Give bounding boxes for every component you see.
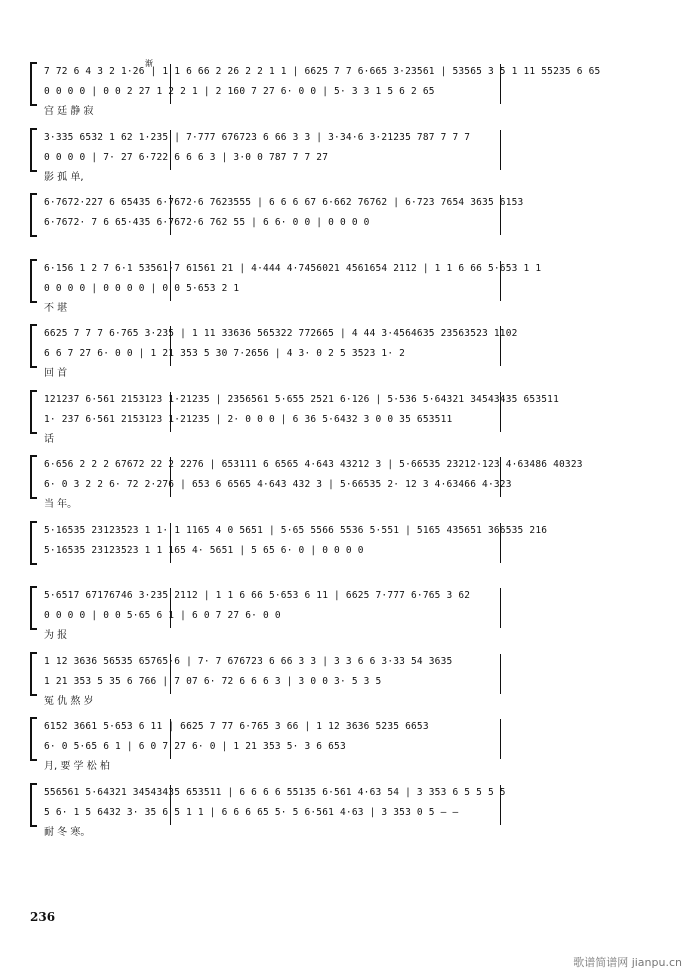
lyrics-line	[44, 561, 670, 575]
vocal-line: 5 6· 1 5 6432 3· 35 6 5 1 1 | 6 6 6 65 5· 5 6·561 4·63 | 3 353 0 5 — —	[44, 806, 459, 818]
melody-line: 5·6517 67176746 3·235 2112 | 1 1 6 66 5·653 6 11 | 6625 7·777 6·765 3 62	[44, 590, 471, 601]
score-system	[30, 259, 670, 313]
vocal-line: 1· 237 6·561 2153123 1·21235 | 2· 0 0 0 | 6 36 5·6432 3 0 0 35 653511	[44, 413, 453, 425]
vocal-line: 0 0 0 0 | 0 0 2 27 1 2 2 1 | 2 160 7 27 6· 0 0 | 5· 3 3 1 5 6 2 65	[44, 86, 435, 97]
score-system	[30, 783, 670, 837]
lyrics-line: 宫 廷 静 寂	[44, 106, 94, 116]
melody-line: 556561 5·64321 34543435 653511 | 6 6 6 6 55135 6·561 4·63 54 | 3 353 6 5 5 5 5	[44, 786, 506, 798]
system-bracket	[30, 652, 37, 696]
lyrics-line: 话	[44, 433, 54, 444]
score-system	[30, 717, 670, 771]
lyrics-line	[44, 233, 670, 247]
lyrics-line: 耐 冬 寒。	[44, 826, 91, 837]
melody-line: 5·16535 23123523 1 1· 1 1165 4 0 5651 | 5·65 5566 5536 5·551 | 5165 435651 366535 216	[44, 524, 548, 536]
melody-line: 121237 6·561 2153123 1·21235 | 2356561 5·655 2521 6·126 | 5·536 5·64321 34543435 653511	[44, 393, 559, 405]
vocal-line: 6 6 7 27 6· 0 0 | 1 21 353 5 30 7·2656 | 4 3· 0 2 5 3523 1· 2	[44, 348, 406, 359]
system-bracket	[30, 455, 37, 499]
page-number: 236	[30, 910, 56, 924]
score-system	[30, 652, 670, 706]
melody-line: 6625 7 7 7 6·765 3·235 | 1 11 33636 565322 772665 | 4 44 3·4564635 23563523 1102	[44, 328, 518, 339]
system-bracket	[30, 783, 37, 827]
melody-line: 7 72 6 4 3 2 1·26 | 1 1 6 66 2 26 2 2 1 1 | 6625 7 7 6·665 3·23561 | 53565 3 5 1 11 55235 6 65	[44, 66, 601, 77]
lyrics-line: 回 首	[44, 368, 68, 378]
lyrics-line: 冤 仇 熬 岁	[44, 695, 94, 706]
system-bracket	[30, 586, 37, 630]
vocal-line: 6· 0 5·65 6 1 | 6 0 7 27 6· 0 | 1 21 353 5· 3 6 653	[44, 741, 346, 752]
system-bracket	[30, 128, 37, 172]
melody-line: 6·656 2 2 2 67672 22 2 2276 | 653111 6 6565 4·643 43212 3 | 5·66535 23212·123 4·63486 40323	[44, 459, 583, 470]
score-system	[30, 586, 670, 640]
score-system	[30, 128, 670, 182]
score-system	[30, 455, 670, 509]
melody-line: 6152 3661 5·653 6 11 | 6625 7 77 6·765 3 66 | 1 12 3636 5235 6653	[44, 721, 429, 732]
lyrics-line: 为 报	[44, 630, 68, 640]
tempo-mark: 渐	[145, 59, 153, 68]
lyrics-line: 不 堪	[44, 302, 68, 313]
melody-line: 6·7672·227 6 65435 6·7672·6 7623555 | 6 6 6 67 6·662 76762 | 6·723 7654 3635 6153	[44, 197, 524, 208]
watermark: 歌谱简谱网 jianpu.cn	[573, 956, 682, 969]
system-bracket	[30, 324, 37, 368]
score-system	[30, 390, 670, 444]
vocal-line: 0 0 0 0 | 0 0 0 0 | 0 0 5·653 2 1	[44, 282, 240, 294]
system-bracket	[30, 717, 37, 761]
vocal-line: 5·16535 23123523 1 1 165 4· 5651 | 5 65 6· 0 | 0 0 0 0	[44, 544, 364, 556]
system-bracket	[30, 193, 37, 237]
vocal-line: 0 0 0 0 | 7· 27 6·722 6 6 6 3 | 3·0 0 787 7 7 27	[44, 151, 329, 163]
vocal-line: 0 0 0 0 | 0 0 5·65 6 1 | 6 0 7 27 6· 0 0	[44, 610, 281, 621]
system-bracket	[30, 62, 37, 106]
score-system	[30, 62, 670, 116]
system-bracket	[30, 259, 37, 303]
melody-line: 1 12 3636 56535 65765·6 | 7· 7 676723 6 66 3 3 | 3 3 6 6 3·33 54 3635	[44, 655, 453, 667]
system-bracket	[30, 521, 37, 565]
lyrics-line: 影 孤 单,	[44, 171, 84, 182]
melody-line: 3·335 6532 1 62 1·235 | 7·777 676723 6 66 3 3 | 3·34·6 3·21235 787 7 7 7	[44, 131, 471, 143]
score-system	[30, 324, 670, 378]
vocal-line: 6·7672· 7 6 65·435 6·7672·6 762 55 | 6 6· 0 0 | 0 0 0 0	[44, 217, 370, 228]
lyrics-line: 当 年。	[44, 499, 78, 509]
lyrics-line: 月, 要 学 松 柏	[44, 761, 110, 771]
score-system	[30, 193, 670, 239]
melody-line: 6·156 1 2 7 6·1 53561·7 61561 21 | 4·444 4·7456021 4561654 2112 | 1 1 6 66 5·653 1 1	[44, 262, 542, 274]
vocal-line: 6· 0 3 2 2 6· 72 2·276 | 653 6 6565 4·643 432 3 | 5·66535 2· 12 3 4·63466 4·323	[44, 479, 512, 490]
vocal-line: 1 21 353 5 35 6 766 | 7 07 6· 72 6 6 6 3 | 3 0 0 3· 5 3 5	[44, 675, 382, 687]
score-system	[30, 521, 670, 567]
system-bracket	[30, 390, 37, 434]
